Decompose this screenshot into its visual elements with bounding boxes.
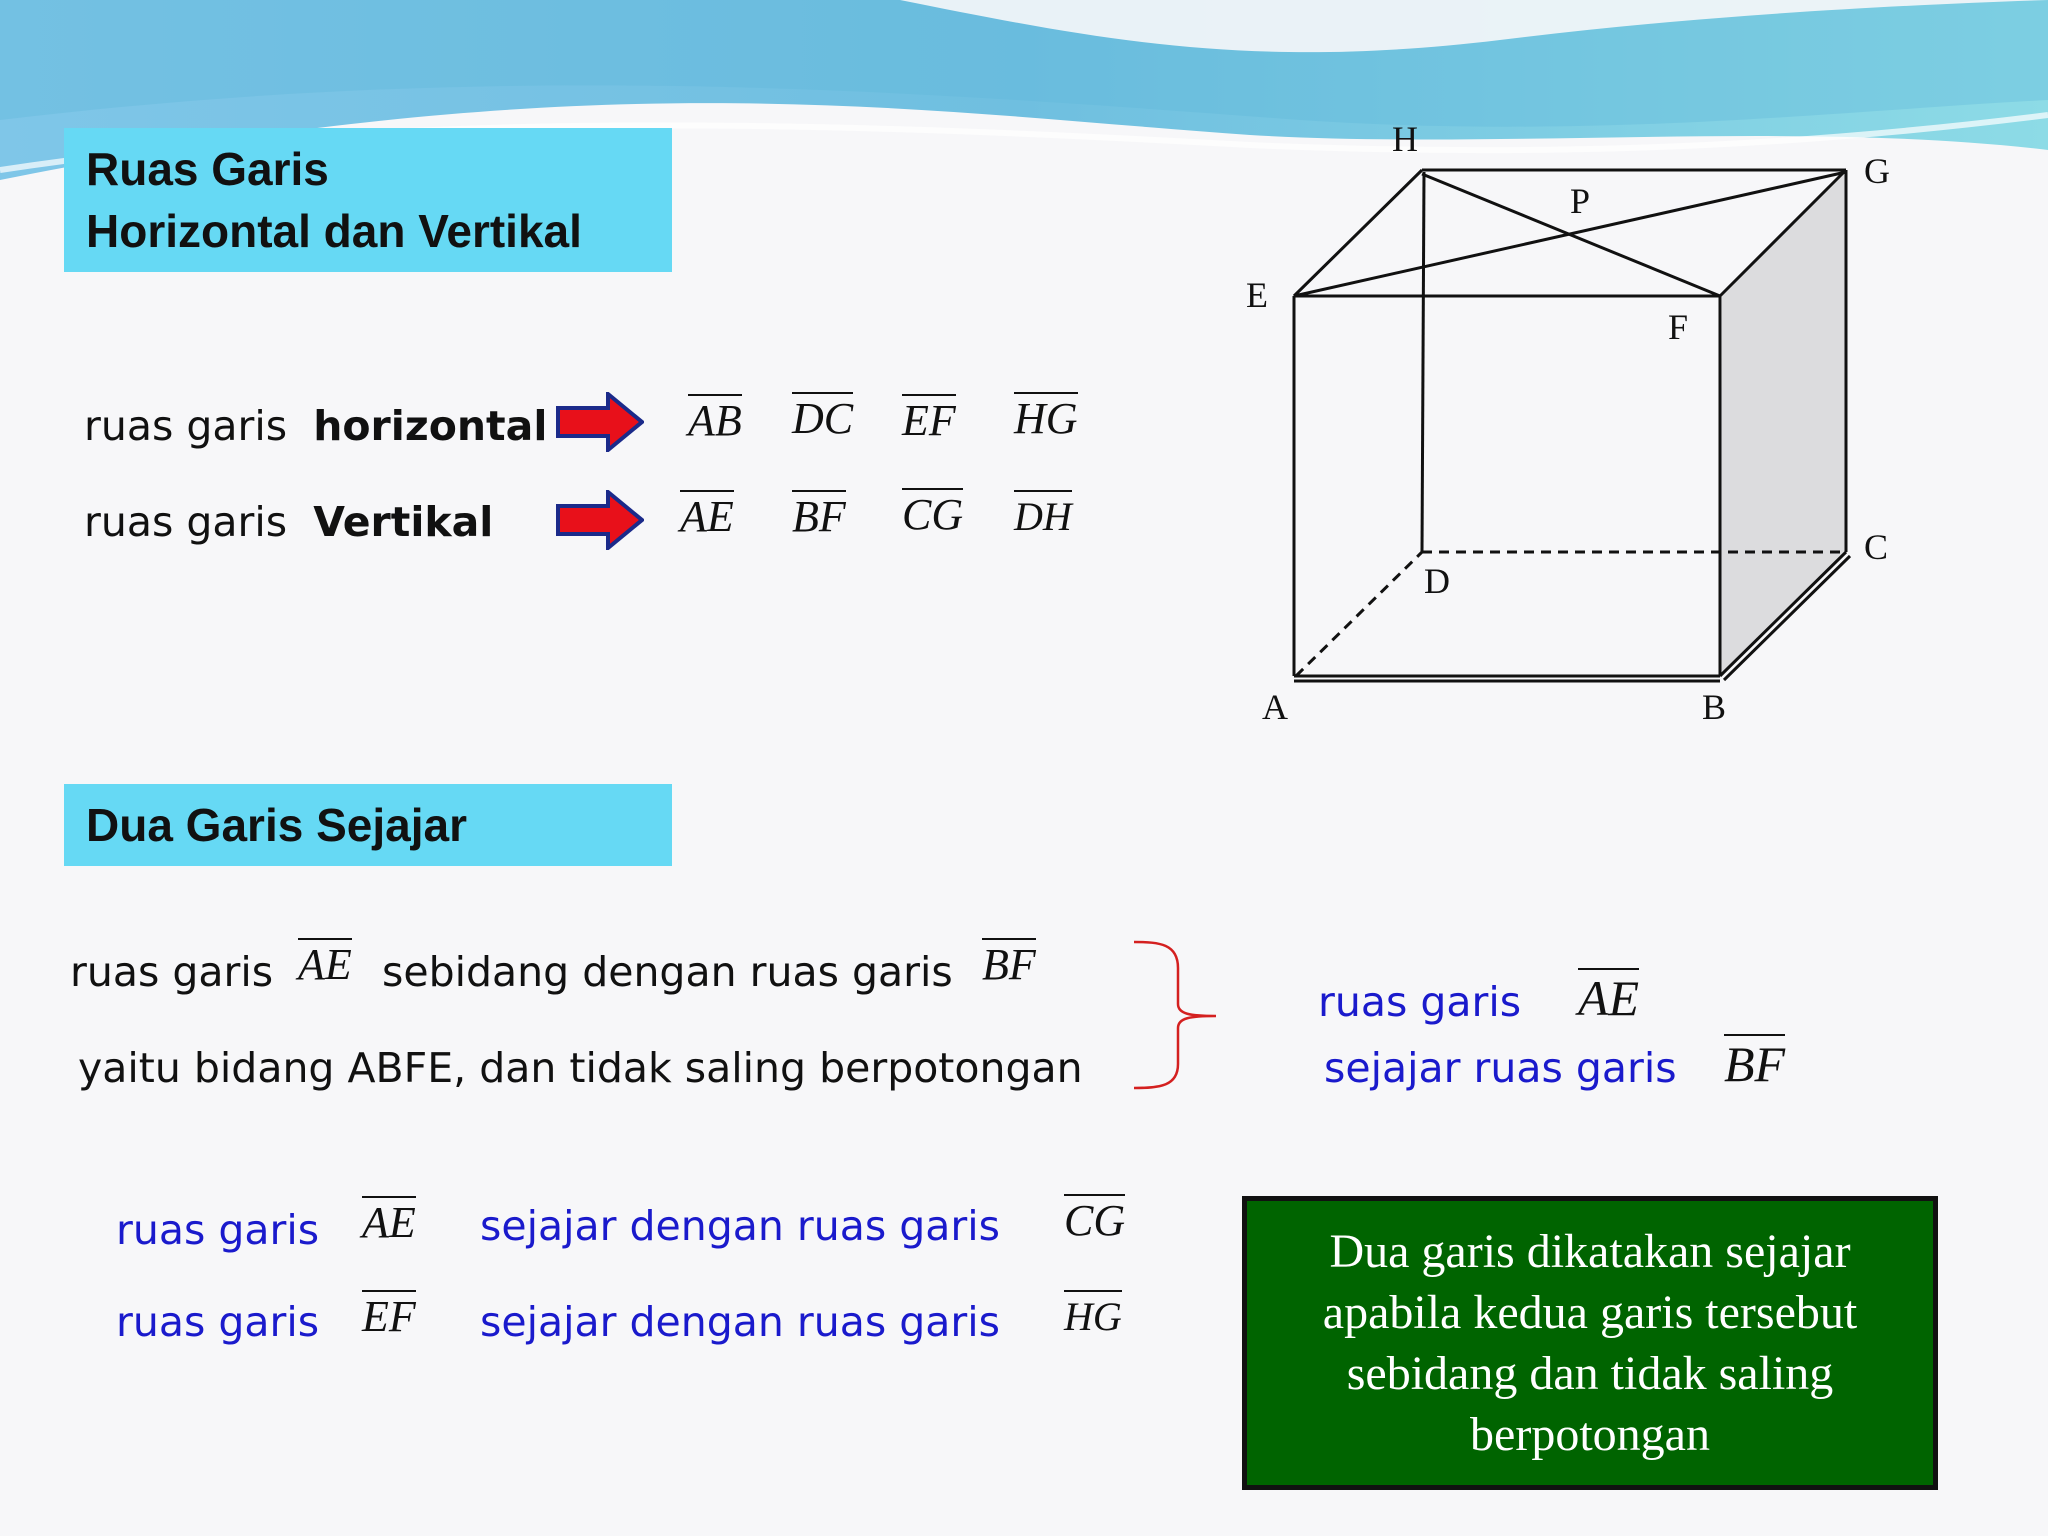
vertex-label-P: P	[1570, 181, 1591, 221]
segment-EF: EF	[902, 396, 956, 445]
vertex-label-H: H	[1392, 119, 1418, 159]
example2-a: ruas garis	[116, 1298, 320, 1346]
horizontal-row-label	[84, 402, 547, 450]
horizontal-keyword: horizontal	[313, 402, 548, 450]
arrow-right-icon	[556, 392, 644, 452]
vertical-prefix: ruas garis	[84, 498, 288, 546]
example1-segment-CG: CG	[1064, 1196, 1126, 1245]
segment-DC: DC	[792, 394, 854, 443]
arrow-right-icon	[556, 490, 644, 550]
vertex-label-D: D	[1424, 561, 1450, 601]
segment-CG: CG	[902, 490, 964, 539]
segment-HG: HG	[1014, 394, 1078, 443]
explanation-line2: yaitu bidang ABFE, dan tidak saling berpotongan	[78, 1044, 1083, 1092]
segment-AB: AB	[688, 396, 742, 445]
definition-box: Dua garis dikatakan sejajar apabila kedua garis tersebut sebidang dan tidak saling berpotongan	[1242, 1196, 1938, 1490]
explanation-segment-AE: AE	[298, 940, 352, 989]
right-brace-icon	[1130, 938, 1220, 1092]
vertex-label-C: C	[1864, 527, 1889, 567]
vertex-label-E: E	[1246, 275, 1268, 315]
example2-segment-HG: HG	[1064, 1290, 1122, 1340]
vertical-keyword: Vertikal	[313, 498, 494, 546]
example2-b: sejajar dengan ruas garis	[480, 1298, 1001, 1346]
example1-b: sejajar dengan ruas garis	[480, 1202, 1001, 1250]
explanation-segment-BF: BF	[982, 940, 1036, 989]
explanation-line1-a: ruas garis	[70, 948, 274, 996]
vertex-label-B: B	[1702, 687, 1727, 727]
example2-segment-EF: EF	[362, 1292, 416, 1341]
vertex-label-G: G	[1864, 151, 1890, 191]
example1-a: ruas garis	[116, 1206, 320, 1254]
vertex-label-A: A	[1262, 687, 1288, 727]
title-line-1: Ruas Garis	[86, 143, 329, 195]
section-title-horizontal-vertikal	[64, 128, 672, 272]
segment-BF: BF	[792, 492, 846, 541]
vertical-row-label	[84, 498, 493, 546]
segment-DH: DH	[1014, 490, 1072, 540]
explanation-line1-b: sebidang dengan ruas garis	[382, 948, 953, 996]
segment-AE: AE	[680, 492, 734, 541]
conclusion-line1: ruas garis	[1318, 978, 1522, 1026]
title-line-2: Horizontal dan Vertikal	[86, 205, 582, 257]
section-title-dua-garis-sejajar: Dua Garis Sejajar	[64, 784, 672, 866]
vertex-label-F: F	[1668, 307, 1689, 347]
conclusion-line2: sejajar ruas garis	[1324, 1044, 1677, 1092]
example1-segment-AE: AE	[362, 1198, 416, 1247]
horizontal-prefix: ruas garis	[84, 402, 288, 450]
conclusion-segment-AE: AE	[1578, 970, 1640, 1026]
conclusion-segment-BF: BF	[1724, 1036, 1786, 1092]
